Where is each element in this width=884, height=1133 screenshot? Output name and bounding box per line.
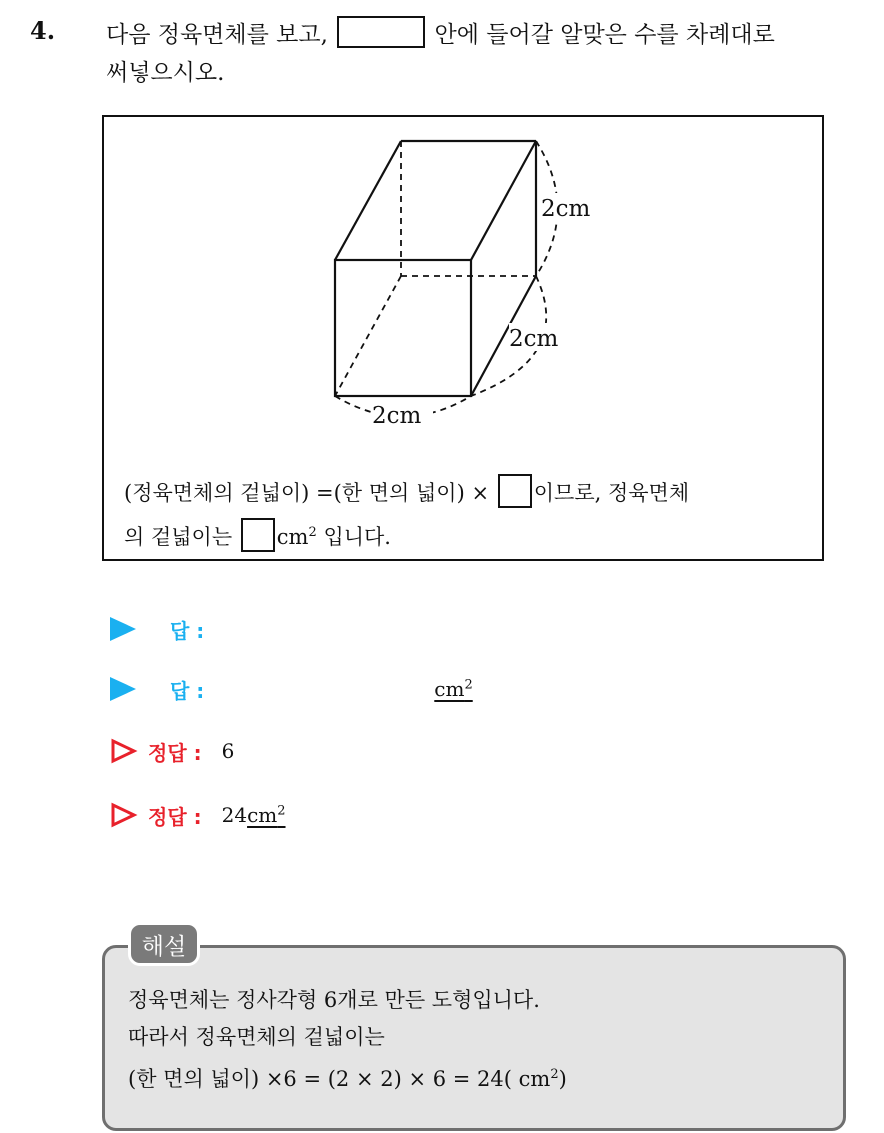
- explanation-line-3-end: ): [558, 1067, 567, 1091]
- solution-value: 24: [221, 803, 248, 827]
- solution-row-1: [110, 736, 234, 766]
- sentence-part4: 입니다.: [323, 525, 391, 549]
- solution-row-2: [110, 800, 286, 830]
- cube-edge: [471, 141, 536, 260]
- width-label: 2cm: [372, 403, 422, 429]
- question-text-part1: 다음 정육면체를 보고,: [106, 22, 328, 48]
- answer-label: 답 :: [170, 618, 205, 643]
- explanation-tab: 해설: [128, 922, 200, 966]
- area-blank: [241, 518, 275, 552]
- cube-front-face: [335, 260, 471, 396]
- solution-label: 정답 :: [148, 804, 202, 829]
- height-label: 2cm: [541, 196, 591, 222]
- explanation-line-3-exp: 2: [550, 1067, 559, 1082]
- sentence-part3: 의 겉넓이는: [124, 525, 233, 549]
- question-text-part2: 안에 들어갈 알맞은 수를 차례대로: [434, 22, 775, 48]
- solution-value: 6: [221, 739, 235, 763]
- answer-blank-box: [337, 16, 425, 48]
- solution-unit: [247, 803, 285, 827]
- play-triangle-icon: [110, 677, 136, 701]
- sentence-part2: 이므로, 정육면체: [533, 481, 690, 505]
- play-triangle-icon: [110, 617, 136, 641]
- explanation-line-3-text: (한 면의 넓이) ×6 = (2 × 2) × 6 = 24( cm: [128, 1067, 551, 1091]
- answer-unit[interactable]: [434, 677, 472, 701]
- cube-hidden-edge: [335, 276, 401, 396]
- explanation-text: [128, 982, 828, 1098]
- figure-sentence: [124, 473, 814, 557]
- sentence-unit: cm: [276, 525, 309, 549]
- answer-row-1: [110, 614, 204, 644]
- figure-box: [102, 115, 824, 561]
- cube-diagram: [104, 117, 822, 467]
- sentence-unit-exp: 2: [308, 525, 317, 540]
- question-number: 4.: [30, 16, 56, 45]
- outline-triangle-icon: [110, 738, 138, 764]
- answer-unit-exp: 2: [464, 677, 473, 693]
- explanation-line-1: 정육면체는 정사각형 6개로 만든 도형입니다.: [128, 988, 540, 1012]
- explanation-line-3: [128, 1056, 828, 1098]
- explanation-line-2: 따라서 정육면체의 겉넓이는: [128, 1025, 385, 1049]
- multiplier-blank: [498, 474, 532, 508]
- question-text: [106, 16, 876, 92]
- cube-edge: [335, 141, 401, 260]
- question-text-line2: 써넣으시오.: [106, 60, 225, 86]
- answer-row-2: [110, 674, 473, 704]
- sentence-part1: (정육면체의 겉넓이) =(한 면의 넓이) ×: [124, 481, 490, 505]
- solution-unit-exp: 2: [277, 803, 286, 819]
- outline-triangle-icon: [110, 802, 138, 828]
- solution-label: 정답 :: [148, 740, 202, 765]
- answer-unit-text: cm: [434, 677, 465, 701]
- solution-unit-text: cm: [247, 803, 278, 827]
- answer-label: 답 :: [170, 678, 205, 703]
- depth-label: 2cm: [509, 326, 559, 352]
